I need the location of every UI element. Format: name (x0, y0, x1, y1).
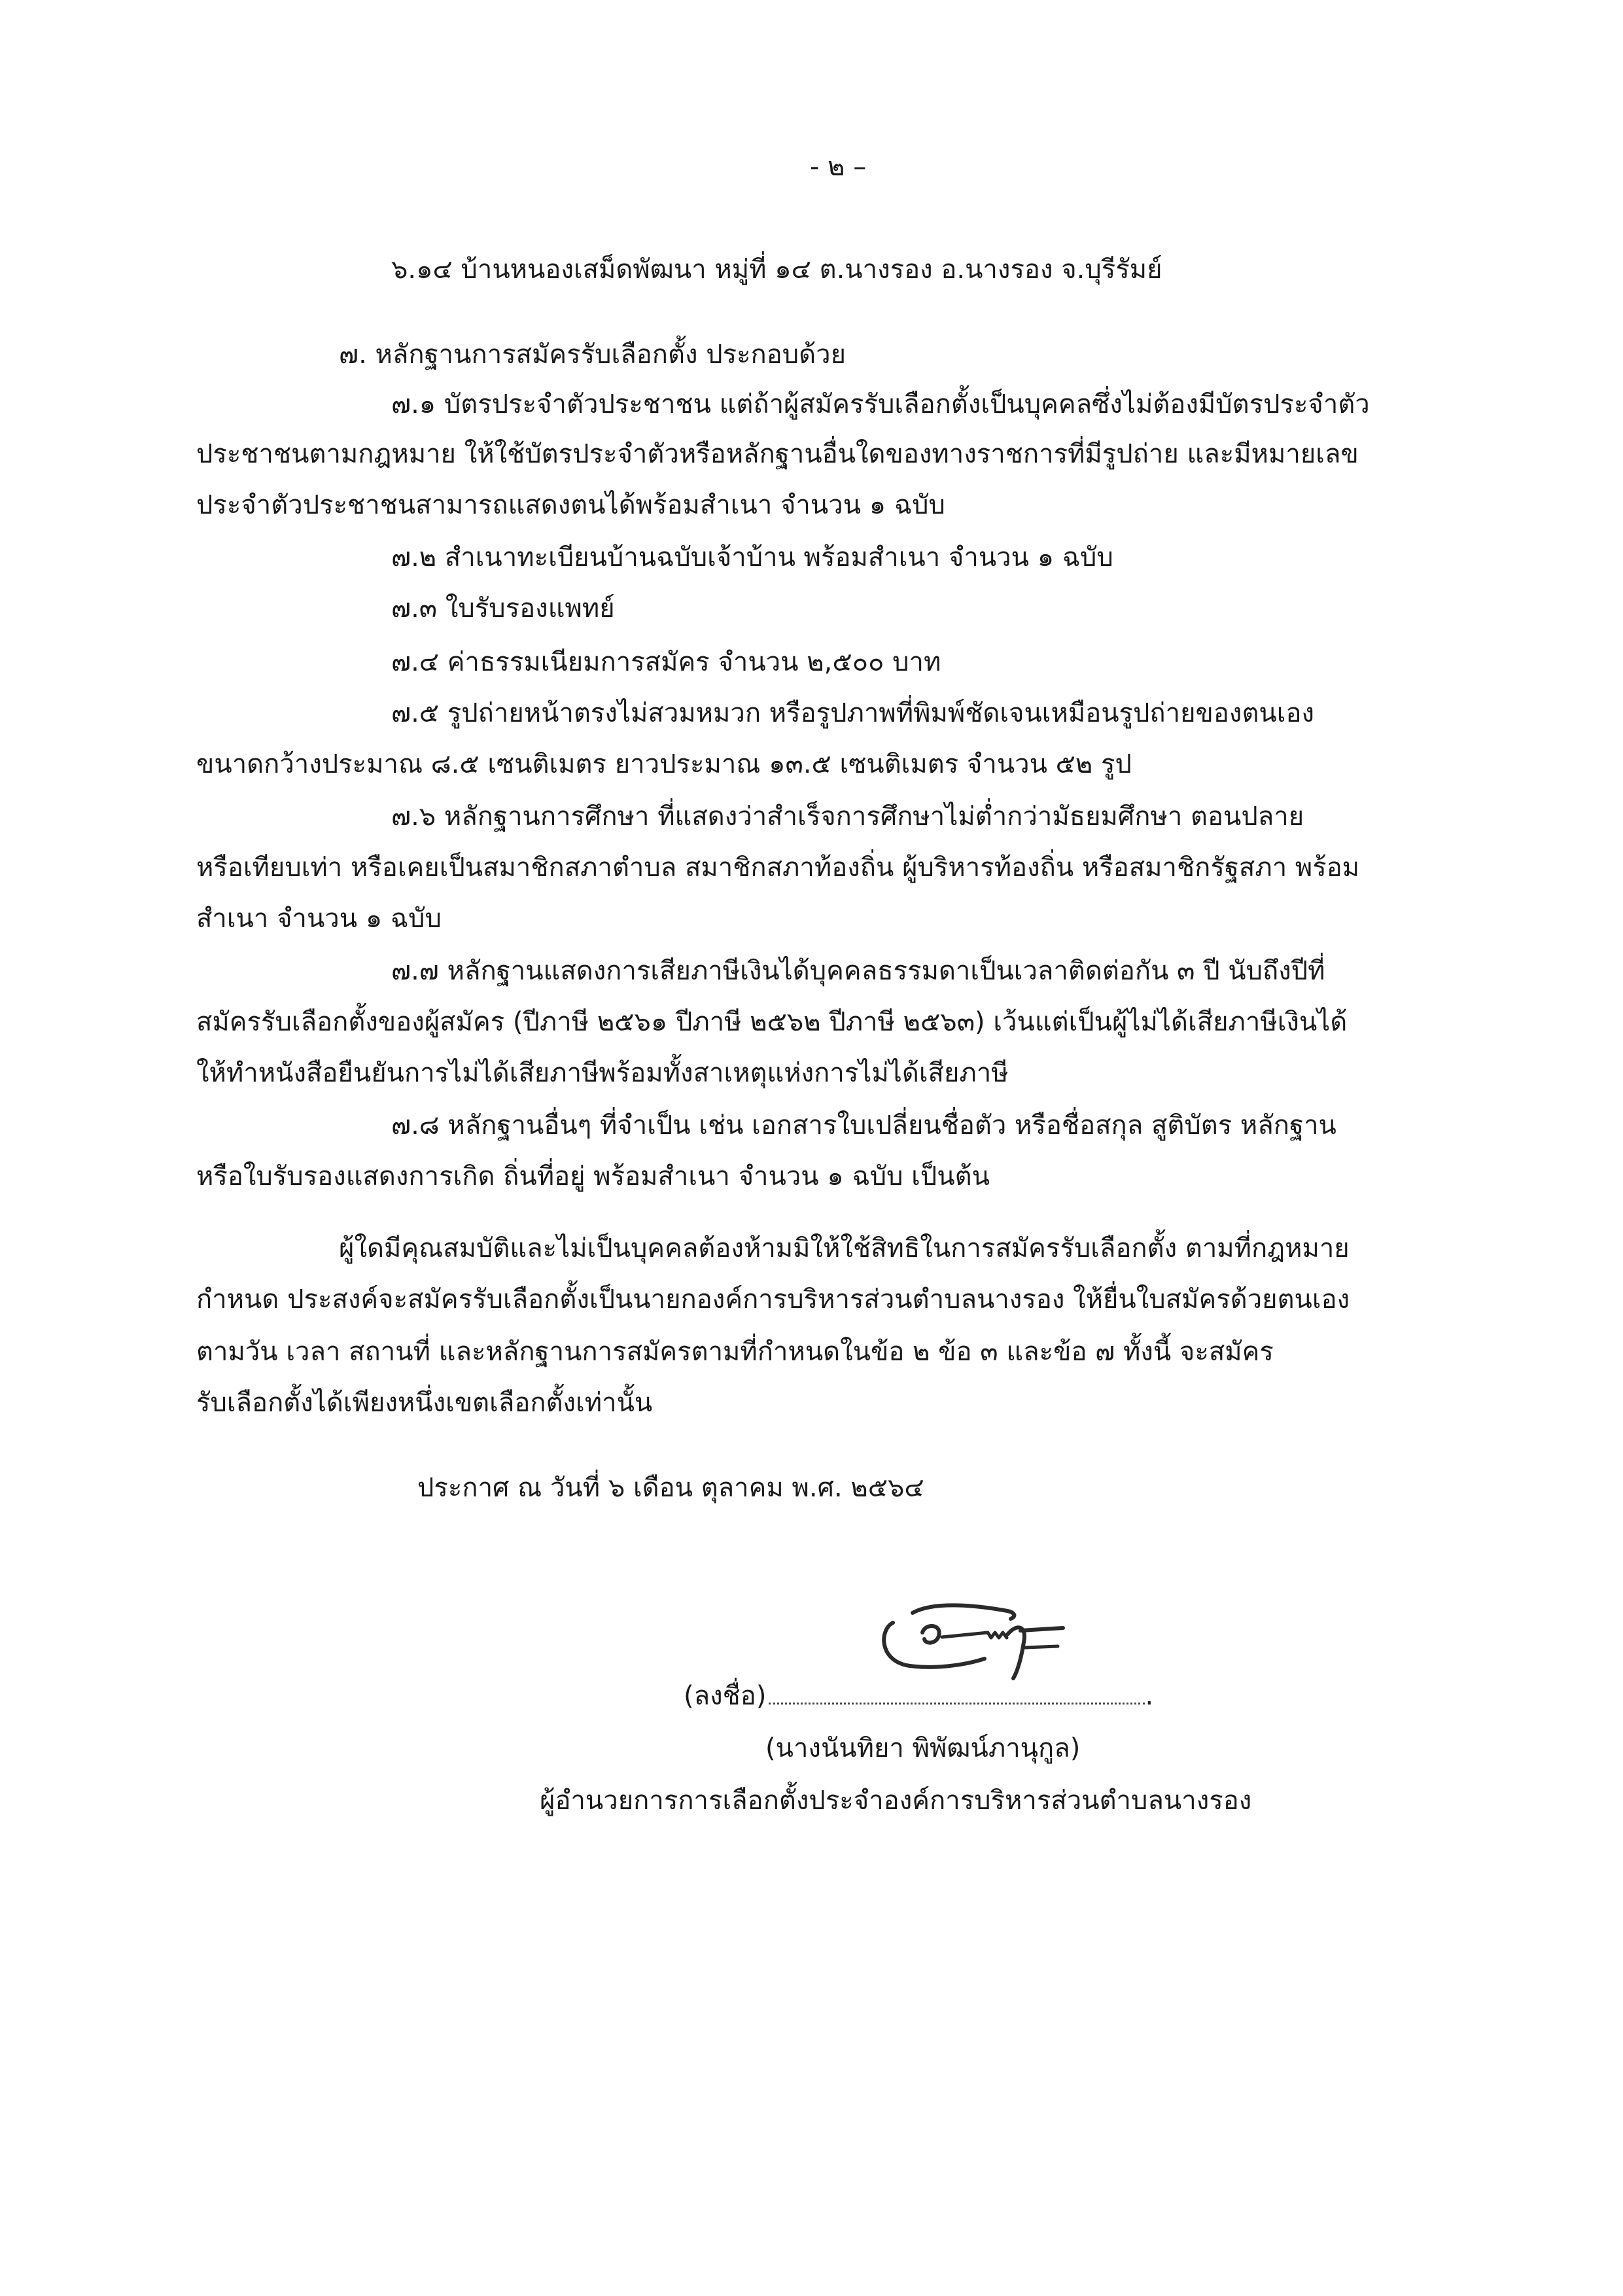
item-7-6-line-2: หรือเทียบเท่า หรือเคยเป็นสมาชิกสภาตำบล สมาชิกสภาท้องถิ่น ผู้บริหารท้องถิ่น หรือสมาชิกรัฐสภา พร้อม (196, 853, 1360, 883)
item-7-4: ๗.๔ ค่าธรรมเนียมการสมัคร จำนวน ๒,๕๐๐ บาท (391, 647, 941, 677)
page-number: - ๒ – (810, 152, 867, 182)
signature-line-end: . (1145, 1681, 1154, 1711)
item-7-1-line-3: ประจำตัวประชาชนสามารถแสดงตนได้พร้อมสำเนา จำนวน ๑ ฉบับ (196, 490, 945, 520)
item-7-8-line-2: หรือใบรับรองแสดงการเกิด ถิ่นที่อยู่ พร้อมสำเนา จำนวน ๑ ฉบับ เป็นต้น (196, 1161, 990, 1192)
announcement-date: ประกาศ ณ วันที่ ๖ เดือน ตุลาคม พ.ศ. ๒๕๖๔ (417, 1473, 924, 1503)
item-7-6-line-3: สำเนา จำนวน ๑ ฉบับ (196, 904, 442, 934)
signature-label: (ลงชื่อ) (684, 1681, 767, 1711)
section-7-heading: ๗. หลักฐานการสมัครรับเลือกตั้ง ประกอบด้วย (339, 340, 846, 370)
item-7-7-line-1: ๗.๗ หลักฐานแสดงการเสียภาษีเงินได้บุคคลธรรมดาเป็นเวลาติดต่อกัน ๓ ปี นับถึงปีที่ (391, 956, 1325, 986)
item-7-6-line-1: ๗.๖ หลักฐานการศึกษา ที่แสดงว่าสำเร็จการศึกษาไม่ต่ำกว่ามัธยมศึกษา ตอนปลาย (391, 802, 1304, 832)
signature-image (873, 1597, 1070, 1688)
item-7-2: ๗.๒ สำเนาทะเบียนบ้านฉบับเจ้าบ้าน พร้อมสำเนา จำนวน ๑ ฉบับ (391, 542, 1113, 573)
closing-line-2: กำหนด ประสงค์จะสมัครรับเลือกตั้งเป็นนายกองค์การบริหารส่วนตำบลนางรอง ให้ยื่นใบสมัครด้วยตนเอง (196, 1284, 1350, 1315)
item-7-7-line-3: ให้ทำหนังสือยืนยันการไม่ได้เสียภาษีพร้อมทั้งสาเหตุแห่งการไม่ได้เสียภาษี (196, 1058, 1009, 1088)
closing-line-4: รับเลือกตั้งได้เพียงหนึ่งเขตเลือกตั้งเท่านั้น (196, 1388, 653, 1418)
item-7-5-line-2: ขนาดกว้างประมาณ ๘.๕ เซนติเมตร ยาวประมาณ ๑๓.๕ เซนติเมตร จำนวน ๕๒ รูป (196, 749, 1132, 779)
item-7-8-line-1: ๗.๘ หลักฐานอื่นๆ ที่จำเป็น เช่น เอกสารใบเปลี่ยนชื่อตัว หรือชื่อสกุล สูติบัตร หลักฐาน (391, 1110, 1336, 1140)
village-line: ๖.๑๔ บ้านหนองเสม็ดพัฒนา หมู่ที่ ๑๔ ต.นางรอง อ.นางรอง จ.บุรีรัมย์ (391, 255, 1162, 285)
signatory-position: ผู้อำนวยการการเลือกตั้งประจำองค์การบริหารส่วนตำบลนางรอง (540, 1786, 1252, 1816)
closing-line-1: ผู้ใดมีคุณสมบัติและไม่เป็นบุคคลต้องห้ามมิให้ใช้สิทธิในการสมัครรับเลือกตั้ง ตามที่กฎหมาย (339, 1233, 1350, 1263)
signatory-name: (นางนันทิยา พิพัฒน์ภานุกูล) (765, 1733, 1081, 1763)
item-7-3: ๗.๓ ใบรับรองแพทย์ (391, 593, 615, 624)
signature-line (684, 1683, 1153, 1709)
item-7-1-line-1: ๗.๑ บัตรประจำตัวประชาชน แต่ถ้าผู้สมัครรับเลือกตั้งเป็นบุคคลซึ่งไม่ต้องมีบัตรประจำตัว (391, 389, 1370, 419)
item-7-7-line-2: สมัครรับเลือกตั้งของผู้สมัคร (ปีภาษี ๒๕๖๑ ปีภาษี ๒๕๖๒ ปีภาษี ๒๕๖๓) เว้นแต่เป็นผู้ไม่ได้เสียภาษีเงินได้ (196, 1007, 1348, 1037)
item-7-5-line-1: ๗.๕ รูปถ่ายหน้าตรงไม่สวมหมวก หรือรูปภาพที่พิมพ์ชัดเจนเหมือนรูปถ่ายของตนเอง (391, 698, 1314, 728)
signature-dotted-line (769, 1703, 1145, 1704)
closing-line-3: ตามวัน เวลา สถานที่ และหลักฐานการสมัครตามที่กำหนดในข้อ ๒ ข้อ ๓ และข้อ ๗ ทั้งนี้ จะสมัคร (196, 1337, 1274, 1367)
item-7-1-line-2: ประชาชนตามกฎหมาย ให้ใช้บัตรประจำตัวหรือหลักฐานอื่นใดของทางราชการที่มีรูปถ่าย และมีหมายเลข (196, 439, 1359, 469)
